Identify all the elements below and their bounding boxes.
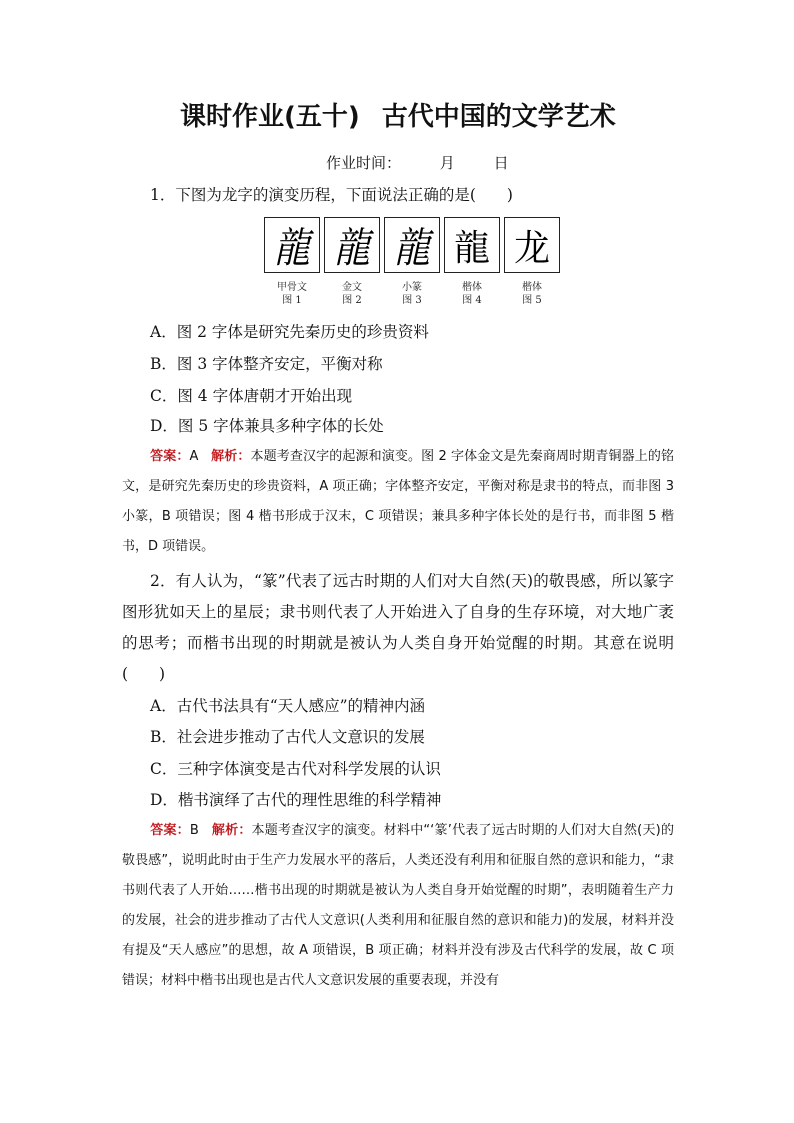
question-1-stem: 1．下图为龙字的演变历程，下面说法正确的是( ) [150,186,513,204]
q2-option-d: D．楷书演绎了古代的理性思维的科学精神 [150,791,442,809]
oracle-bone-glyph: 龍 [273,224,310,273]
title-lesson: 课时作业(五十) [180,102,360,132]
q1-option-b: B．图 3 字体整齐安定，平衡对称 [150,355,383,373]
homework-time-label: 作业时间： [326,154,402,172]
q1-option-d: D．图 5 字体兼具多种字体的长处 [150,417,384,435]
q1-answer-label: 答案： [150,449,190,464]
q1-analysis-text: 本题考查汉字的起源和演变。图 2 字体金文是先秦商周时期青铜器上的铭文，是研究先秦历史的珍贵资料，A 项正确；字体整齐安定，平衡对称是隶书的特点，而非图 3 小篆，B 项错误；图 4 楷书形成于汉末，C 项错误；兼具多种字体长处的是行书，而非图 5 楷书，D 项错误。 [122,449,674,554]
q1-analysis-label: 解析： [211,449,251,464]
homework-month: 月 [439,154,455,172]
figure-caption-1: 甲骨文 图 1 [277,282,307,306]
q1-option-c: C．图 4 字体唐朝才开始出现 [150,387,353,405]
homework-time [326,152,543,173]
q1-option-a: A．图 2 字体是研究先秦历史的珍贵资料 [150,323,429,341]
q2-analysis-text: 本题考查汉字的演变。材料中“‘篆’代表了远古时期的人们对大自然(天)的敬畏感”，说明此时由于生产力发展水平的落后，人类还没有利用和征服自然的意识和能力，“隶书则代表了人开始……楷书出现的时期就是被认为人类自身开始觉醒的时期”，表明随着生产力的发展，社会的进步推动了古代人文意识(人类利用和征服自然的意识和能力)的发展，材料并没有提及“天人感应”的思想，故 A 项错误，B 项正确；材料并没有涉及古代科学的发展，故 C 项错误；材料中楷书出现也是古代人文意识发展的重要表现，并没有 [122,823,674,988]
figure-cell-2 [324,217,380,273]
homework-day: 日 [493,154,509,172]
q1-answer-value: A [189,449,199,464]
figure-caption-5: 楷体 图 5 [522,282,542,306]
q2-answer-analysis [122,816,674,996]
regular-simplified-glyph: 龙 [513,227,550,269]
figure-cell-4 [444,217,500,273]
q2-analysis-label: 解析： [211,823,252,838]
bronze-script-glyph: 龍 [333,224,370,273]
figure-cell-1 [264,217,320,273]
page-title [180,96,700,133]
title-topic: 古代中国的文学艺术 [381,102,616,132]
q2-answer-label: 答案： [150,823,190,838]
q2-option-b: B．社会进步推动了古代人文意识的发展 [150,728,425,746]
figure-caption-2: 金文 图 2 [342,282,362,306]
q2-option-a: A．古代书法具有“天人感应”的精神内涵 [150,697,426,715]
dragon-character-figure [264,217,560,317]
q1-answer-analysis [122,442,674,562]
regular-traditional-glyph: 龍 [453,227,490,269]
figure-caption-3: 小篆 图 3 [402,282,422,306]
small-seal-glyph: 龍 [393,224,430,273]
question-2-text: 2．有人认为，“篆”代表了远古时期的人们对大自然(天)的敬畏感，所以篆字图形犹如天上的星辰；隶书则代表了人开始进入了自身的生存环境，对大地广袤的思考；而楷书出现的时期就是被认为人类自身开始觉醒的时期。其意在说明( ) [122,572,674,683]
figure-caption-4: 楷体 图 4 [462,282,482,306]
q2-answer-value: B [189,823,199,838]
figure-cell-5 [504,217,560,273]
figure-cell-3 [384,217,440,273]
q2-option-c: C．三种字体演变是古代对科学发展的认识 [150,760,441,778]
question-2-stem [122,566,674,690]
